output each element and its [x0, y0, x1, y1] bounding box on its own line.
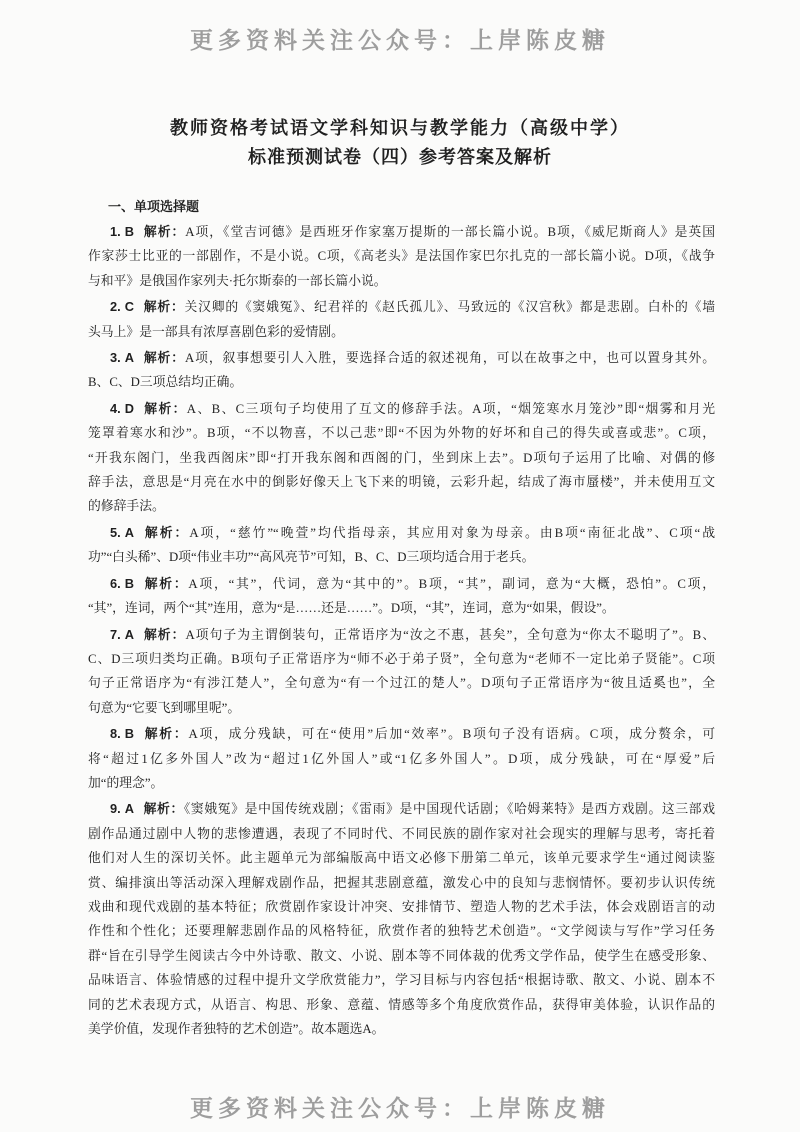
explanation-label: 解析：: [142, 575, 189, 591]
explanation-line: 同的艺术表现方式，从语言、构思、形象、意蕴、情感等多个角度欣赏作品，获得审美体验，认识作品的: [88, 997, 715, 1012]
explanation-line: [88, 220, 715, 244]
line-text: A项，“慈竹”“晚萱”均代指母亲，其应用对象为母亲。由B项“南征北战”、C项“战: [189, 525, 716, 540]
explanation-line: [88, 397, 715, 421]
answer-item-2: [88, 295, 715, 344]
line-text: A项，《堂吉诃德》是西班牙作家塞万提斯的一部长篇小说。B项，《威尼斯商人》是英国: [185, 225, 716, 239]
explanation-line: 功”“白头稀”、D项“伟业丰功”“高风亮节”可知，B、C、D三项均适合用于老兵。: [88, 550, 535, 565]
explanation-label: 解析：: [142, 626, 186, 642]
section-heading: 一、单项选择题: [108, 199, 200, 214]
answer-letter: D: [124, 400, 134, 416]
watermark-bottom: 更多资料关注公众号：上岸陈皮糖: [190, 1095, 610, 1121]
explanation-line: [88, 521, 715, 545]
explanation-line: B、C、D三项总结均正确。: [88, 375, 243, 390]
explanation-line: 句子正常语序为“有涉江楚人”，全句意为“有一个过江的楚人”。D项句子正常语序为“彼且适奚也”，全: [88, 676, 715, 691]
explanation-line: 辞手法，意思是“月亮在水中的倒影好像天上飞下来的明镜，云彩升起，结成了海市蜃楼”，并未使用互文: [88, 475, 715, 490]
question-number: 4.: [110, 400, 121, 416]
explanation-label: 解析：: [142, 524, 190, 540]
line-text: A项，叙事想要引人入胜，要选择合适的叙述视角，可以在故事之中，也可以置身其外。: [184, 351, 715, 366]
question-number: 2.: [110, 299, 121, 315]
question-number: 1.: [110, 224, 121, 239]
explanation-label: 解析：: [142, 726, 189, 742]
answer-item-1: [88, 220, 715, 293]
answer-item-6: [88, 572, 715, 621]
document-title: 教师资格考试语文学科知识与教学能力（高级中学）: [170, 118, 630, 138]
explanation-line: 头马上》是一部具有浓厚喜剧色彩的爱情剧。: [88, 324, 344, 339]
explanation-line: 他们对人生的深切关怀。此主题单元为部编版高中语文必修下册第二单元，该单元要求学生“通过阅读鉴: [88, 851, 715, 866]
explanation-line: [88, 623, 715, 647]
explanation-line: 品味语言、体验情感的过程中提升文学欣赏能力”，学习目标与内容包括“根据诗歌、散文、小说、剧本不: [88, 973, 715, 988]
explanation-line: [88, 295, 715, 319]
explanation-label: 解析：: [142, 350, 185, 366]
answer-letter: A: [124, 626, 134, 642]
question-number: 5.: [110, 524, 121, 540]
explanation-label: 解析：: [142, 299, 185, 315]
line-text: A项，成分残缺，可在“使用”后加“效率”。B项句子没有语病。C项，成分赘余，可: [188, 727, 715, 742]
line-text: A项，“其”，代词，意为“其中的”。B项，“其”，副词，意为“大概，恐怕”。C项，: [188, 576, 715, 591]
explanation-line: 的修辞手法。: [88, 499, 165, 514]
explanation-line: C、D三项归类均正确。B项句子正常语序为“师不必于弟子贤”，全句意为“老师不一定比弟子贤能”。C项: [88, 651, 715, 666]
answer-list: [88, 220, 715, 1041]
answer-item-4: [88, 397, 715, 519]
explanation-line: [88, 797, 715, 821]
explanation-line: 戏曲和现代戏剧的基本特征；欣赏剧作家设计冲突、安排情节、塑造人物的艺术手法，体会戏剧语言的动: [88, 899, 715, 914]
explanation-label: 解析：: [142, 400, 187, 416]
explanation-line: 作性和个性化；还要理解悲剧作品的风格特征，欣赏作者的独特艺术创造”。“文学阅读与写作”学习任务: [88, 924, 715, 939]
answer-item-9: [88, 797, 715, 1041]
explanation-line: [88, 722, 715, 746]
watermark-top: 更多资料关注公众号：上岸陈皮糖: [190, 27, 610, 53]
question-number: 6.: [110, 575, 121, 591]
explanation-line: 群“旨在引导学生阅读古今中外诗歌、散文、小说、剧本等不同体裁的优秀文学作品，使学生在感受形象、: [88, 948, 715, 963]
answer-item-3: [88, 346, 715, 395]
explanation-line: 作家莎士比亚的一部剧作，不是小说。C项，《高老头》是法国作家巴尔扎克的一部长篇小说。D项，《战争: [88, 249, 715, 264]
answer-letter: A: [124, 350, 134, 366]
answer-letter: A: [124, 801, 134, 817]
question-number: 7.: [110, 626, 121, 642]
line-text: 关汉卿的《窦娥冤》、纪君祥的《赵氏孤儿》、马致远的《汉宫秋》都是悲剧。白朴的《墙: [184, 300, 715, 315]
explanation-line: 美学价值，发现作者独特的艺术创造”。故本题选A。: [88, 1022, 385, 1036]
answer-letter: B: [124, 726, 134, 742]
explanation-line: “其”，连词，两个“其”连用，意为“是……还是……”。D项，“其”，连词，意为“如果，假设”。: [88, 601, 615, 616]
explanation-line: 句意为“它要飞到哪里呢”。: [88, 700, 241, 715]
question-number: 9.: [110, 801, 121, 817]
explanation-line: 加“的理念”。: [88, 775, 164, 790]
answer-letter: B: [124, 224, 134, 239]
line-text: 《窦娥冤》是中国传统戏剧；《雷雨》是中国现代话剧；《哈姆莱特》是西方戏剧。这三部戏: [183, 802, 715, 817]
explanation-line: [88, 572, 715, 596]
line-text: A项句子为主谓倒装句，正常语序为“汝之不惠，甚矣”，全句意为“你太不聪明了”。B、: [185, 627, 716, 642]
explanation-line: 赏、编排演出等活动深入理解戏剧作品，把握其悲剧意蕴，激发心中的良知与悲悯情怀。要初步认识传统: [88, 875, 715, 890]
document-subtitle: 标准预测试卷（四）参考答案及解析: [248, 147, 552, 167]
question-number: 8.: [110, 726, 121, 742]
answer-letter: A: [124, 524, 134, 540]
answer-item-8: [88, 722, 715, 795]
explanation-line: “开我东阁门，坐我西阁床”即“打开我东阁和西阁的门，坐到床上去”。D项句子运用了比喻、对偶的修: [88, 450, 715, 465]
explanation-line: [88, 346, 715, 370]
answer-letter: C: [124, 299, 134, 315]
explanation-line: 将“超过1亿多外国人”改为“超过1亿外国人”或“1亿多外国人”。D项，成分残缺，可在“厚爱”后: [88, 751, 715, 766]
line-text: A、B、C三项句子均使用了互文的修辞手法。A项，“烟笼寒水月笼沙”即“烟雾和月光: [186, 401, 716, 416]
answer-item-5: [88, 521, 715, 570]
explanation-line: 与和平》是俄国作家列夫·托尔斯泰的一部长篇小说。: [88, 273, 387, 288]
explanation-label: 解析：: [142, 224, 186, 239]
answer-item-7: [88, 623, 715, 721]
explanation-label: 解析：: [142, 801, 184, 817]
answer-letter: B: [124, 575, 134, 591]
question-number: 3.: [110, 350, 121, 366]
explanation-line: 笼罩着寒水和沙”。B项，“不以物喜，不以己悲”即“不因为外物的好坏和自己的得失或喜或悲”。C项，: [88, 426, 715, 441]
explanation-line: 剧作品通过剧中人物的悲惨遭遇，表现了不同时代、不同民族的剧作家对社会现实的理解与思考，寄托着: [88, 826, 715, 841]
